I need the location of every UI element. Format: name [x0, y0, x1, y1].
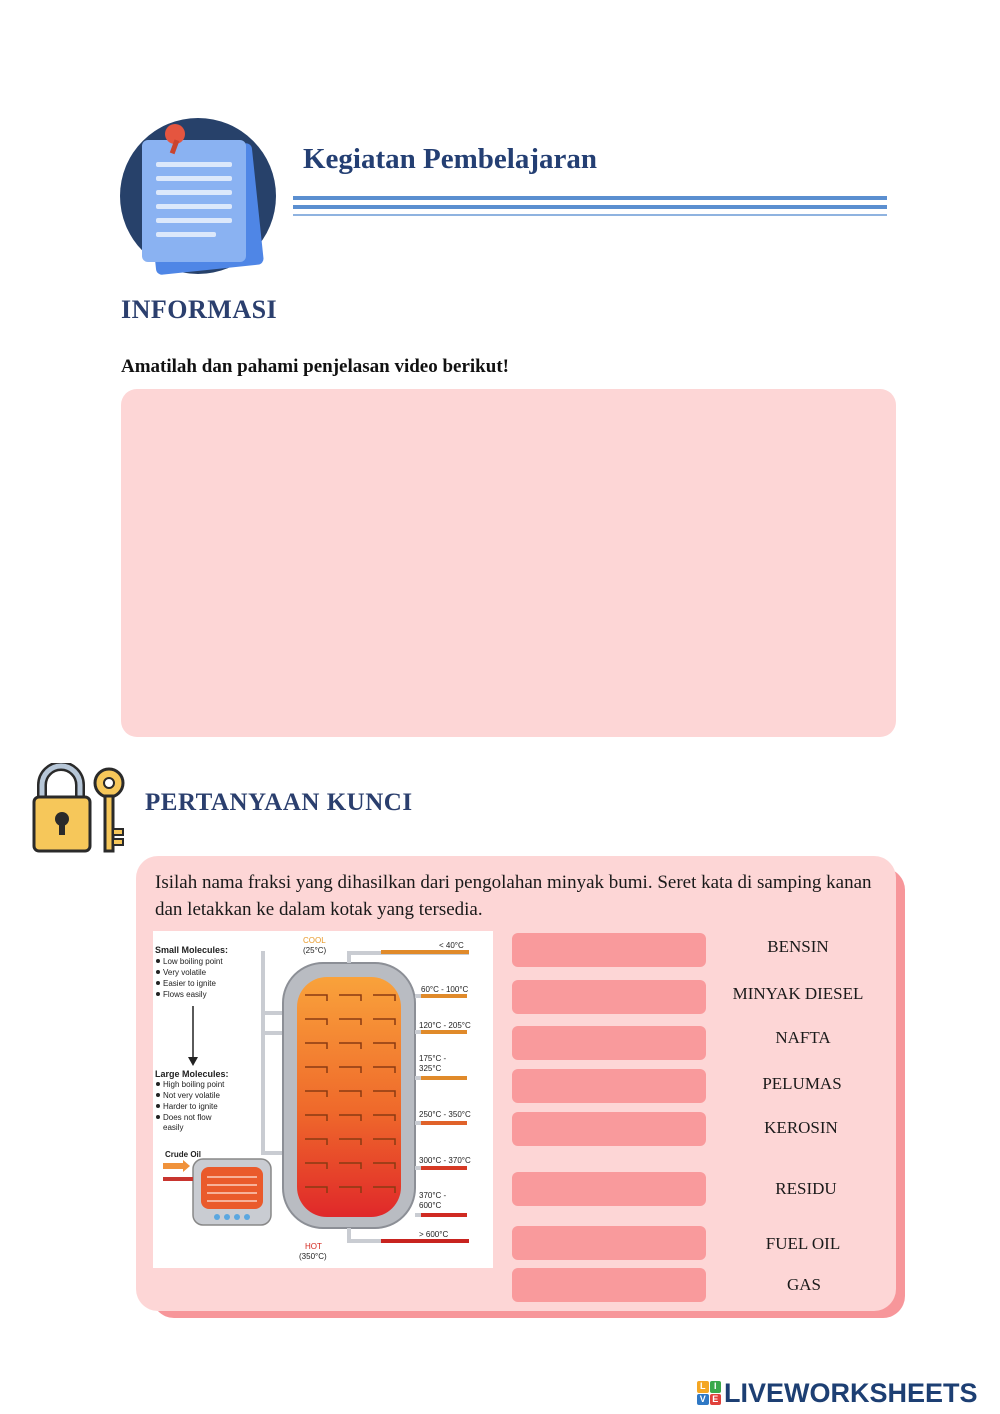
drop-zone[interactable]	[512, 1112, 706, 1146]
liveworksheets-brand: LIVEWORKSHEETS	[724, 1377, 978, 1408]
document-note-icon	[120, 118, 280, 278]
temp-label: 175°C -	[419, 1054, 447, 1063]
drop-zone[interactable]	[512, 980, 706, 1014]
page-title: Kegiatan Pembelajaran	[303, 143, 597, 175]
hot-temp: (350°C)	[299, 1252, 327, 1261]
draggable-word-minyak-diesel[interactable]: MINYAK DIESEL	[732, 984, 864, 1003]
title-rule-top	[293, 196, 887, 200]
temp-label: 600°C	[419, 1201, 442, 1210]
title-rule-middle	[293, 205, 887, 209]
large-molecule-item: Not very volatile	[163, 1091, 220, 1100]
drop-zone[interactable]	[512, 1069, 706, 1103]
draggable-word-kerosin[interactable]: KEROSIN	[764, 1118, 838, 1137]
drop-zone[interactable]	[512, 1268, 706, 1302]
temp-label: > 600°C	[419, 1230, 449, 1239]
draggable-word-bensin[interactable]: BENSIN	[767, 937, 829, 956]
cool-label: COOL	[303, 936, 326, 945]
large-molecule-item: Harder to ignite	[163, 1102, 218, 1111]
large-molecule-item: High boiling point	[163, 1080, 225, 1089]
large-molecules-title: Large Molecules:	[155, 1069, 229, 1079]
small-molecule-item: Easier to ignite	[163, 979, 216, 988]
large-molecule-item: Does not flow	[163, 1113, 212, 1122]
temp-label: 250°C - 350°C	[419, 1110, 471, 1119]
small-molecule-item: Very volatile	[163, 968, 207, 977]
drop-zone[interactable]	[512, 1172, 706, 1206]
temp-label: 60°C - 100°C	[421, 985, 469, 994]
drop-zone[interactable]	[512, 1026, 706, 1060]
drop-zone[interactable]	[512, 1226, 706, 1260]
draggable-word-residu[interactable]: RESIDU	[775, 1179, 837, 1198]
crude-oil-label: Crude Oil	[165, 1150, 202, 1159]
draggable-word-pelumas[interactable]: PELUMAS	[762, 1074, 842, 1093]
question-prompt: Isilah nama fraksi yang dihasilkan dari pengolahan minyak bumi. Seret kata di samping kanan dan letakkan ke dalam kotak yang tersedia.	[155, 872, 872, 920]
video-placeholder[interactable]	[121, 389, 896, 737]
lock-key-icon	[30, 763, 130, 855]
large-molecule-item: easily	[163, 1123, 184, 1132]
distillation-diagram	[153, 931, 493, 1268]
drop-zone[interactable]	[512, 933, 706, 967]
small-molecules-title: Small Molecules:	[155, 945, 229, 955]
draggable-word-gas[interactable]: GAS	[786, 1275, 821, 1294]
temp-label: 300°C - 370°C	[419, 1156, 471, 1165]
temp-label: < 40°C	[439, 941, 464, 950]
small-molecule-item: Flows easily	[163, 990, 207, 999]
draggable-word-nafta[interactable]: NAFTA	[775, 1028, 831, 1047]
cool-temp: (25°C)	[303, 946, 327, 955]
hot-label: HOT	[305, 1242, 322, 1251]
temp-label: 120°C - 205°C	[419, 1021, 471, 1030]
crude-oil-arrow	[163, 1160, 190, 1172]
draggable-word-fuel-oil[interactable]: FUEL OIL	[765, 1234, 841, 1253]
temp-label: 325°C	[419, 1064, 442, 1073]
info-instruction: Amatilah dan pahami penjelasan video berikut!	[121, 356, 509, 377]
temp-label: 370°C -	[419, 1191, 447, 1200]
liveworksheets-badge-icon: L I V E	[697, 1381, 721, 1405]
liveworksheets-logo[interactable]	[697, 1376, 978, 1410]
title-rule-bottom	[293, 214, 887, 216]
key-questions-heading: PERTANYAAN KUNCI	[145, 789, 413, 816]
small-molecule-item: Low boiling point	[163, 957, 223, 966]
info-heading: INFORMASI	[121, 295, 278, 324]
